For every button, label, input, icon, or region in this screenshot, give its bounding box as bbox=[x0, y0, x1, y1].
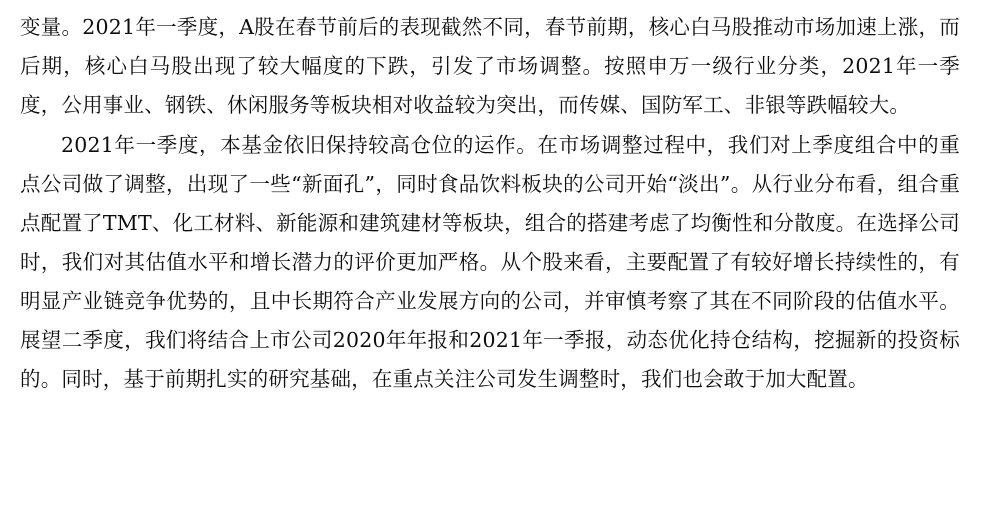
paragraph-market-review: 变量。2021年一季度，A股在春节前后的表现截然不同，春节前期，核心白马股推动市场加速上涨，而后期，核心白马股出现了较大幅度的下跌，引发了市场调整。按照申万一级行业分类，2021年一季度，公用事业、钢铁、休闲服务等板块相对收益较为突出，而传媒、国防军工、非银等跌幅较大。 bbox=[20, 15, 960, 117]
paragraph-fund-operation: 2021年一季度，本基金依旧保持较高仓位的运作。在市场调整过程中，我们对上季度组合中的重点公司做了调整，出现了一些“新面孔”，同时食品饮料板块的公司开始“淡出”。从行业分布看，组合重点配置了TMT、化工材料、新能源和建筑建材等板块，组合的搭建考虑了均衡性和分散度。在选择公司时，我们对其估值水平和增长潜力的评价更加严格。从个股来看，主要配置了有较好增长持续性的，有明显产业链竞争优势的，且中长期符合产业发展方向的公司，并审慎考察了其在不同阶段的估值水平。展望二季度，我们将结合上市公司2020年年报和2021年一季报，动态优化持仓结构，挖掘新的投资标的。同时，基于前期扎实的研究基础，在重点关注公司发生调整时，我们也会敢于加大配置。 bbox=[20, 133, 960, 391]
